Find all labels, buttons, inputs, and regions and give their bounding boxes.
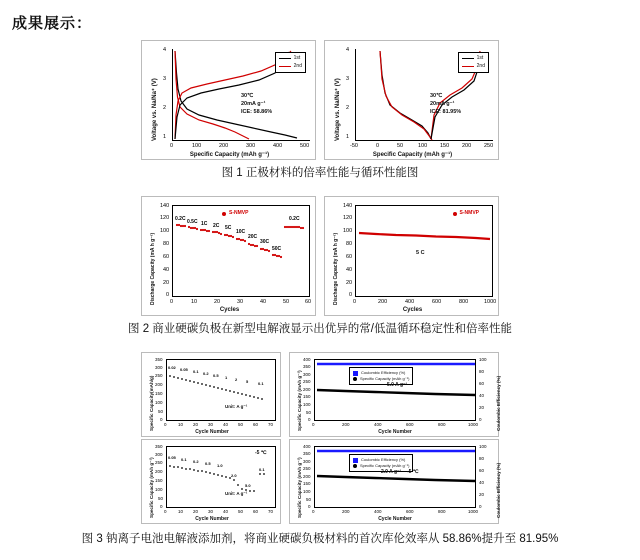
rate-label: 0.2 [203, 371, 209, 376]
fig3d-ytick: 50 [306, 497, 312, 502]
rate-label: 5 [246, 379, 249, 384]
fig3d-ytick: 300 [303, 459, 311, 464]
fig1b-ytick: 2 [346, 105, 350, 111]
fig3a-ytick: 200 [155, 382, 163, 387]
rate-label: 0.2 [193, 459, 199, 464]
fig3d-plot-area [314, 446, 476, 508]
figure-3 [0, 352, 640, 546]
fig2b-xlabel: Cycles [402, 307, 423, 313]
fig3b-annot-rate: 5.0 A g⁻¹ [387, 382, 408, 388]
fig2a-ytick: 140 [160, 203, 170, 209]
fig3d-ytick: 100 [303, 489, 311, 494]
fig3a-xtick: 30 [208, 422, 214, 427]
fig2b-xtick: 1000 [484, 299, 497, 305]
figure-1-panels [0, 40, 640, 160]
fig1b-annot-rate: 20mA g⁻¹ [430, 101, 455, 107]
chart-fig1a [141, 40, 316, 160]
legend-label-ce: Coulombic Efficiency (%) [361, 457, 406, 462]
fig3c-xtick: 60 [253, 509, 259, 514]
fig3d-ytick: 350 [303, 451, 311, 456]
fig1a-xtick: 0 [170, 143, 174, 149]
fig1b-ylabel: Voltage vs. Na/Na⁺ (V) [335, 78, 341, 141]
legend-label-capacity: Specific Capacity (mAh g⁻¹) [360, 463, 410, 468]
chart-fig3c [141, 439, 281, 524]
fig3a-ytick: 150 [155, 391, 163, 396]
fig2a-xtick: 50 [283, 299, 290, 305]
fig2b-legend [450, 208, 482, 220]
fig3a-xtick: 70 [268, 422, 274, 427]
fig3a-xtick: 20 [193, 422, 199, 427]
fig3b-ytick: 300 [303, 372, 311, 377]
rate-label: 0.1 [181, 457, 187, 462]
fig2a-ytick: 120 [160, 215, 170, 221]
fig2a-plot-area [172, 205, 310, 297]
fig1a-annot-ice: ICE: 58.86% [241, 109, 273, 115]
fig1a-ylabel: Voltage vs. Na/Na⁺ (V) [152, 78, 158, 141]
legend-item [279, 63, 302, 71]
fig3d-ytick: 150 [303, 481, 311, 486]
fig1b-ytick: 1 [346, 134, 350, 140]
fig3a-xtick: 50 [238, 422, 244, 427]
rate-label: 1C [201, 221, 208, 227]
fig3b-ytick-right: 40 [479, 393, 485, 398]
rate-label: 0.1 [193, 369, 199, 374]
fig3d-ytick-right: 60 [479, 468, 485, 473]
fig3b-ytick: 400 [303, 357, 311, 362]
fig2a-ylabel: Discharge Capacity (mA h g⁻¹) [150, 232, 156, 305]
fig2a-xtick: 40 [260, 299, 267, 305]
fig3c-plot-area [166, 446, 276, 508]
fig2a-ytick: 60 [163, 254, 170, 260]
fig2b-points [356, 206, 494, 298]
fig3c-ytick: 150 [155, 478, 163, 483]
rate-label: 0.02 [168, 365, 176, 370]
fig3a-xtick: 0 [164, 422, 167, 427]
legend-swatch-ce [353, 371, 358, 376]
fig3d-xtick: 400 [374, 509, 382, 514]
fig3a-ytick: 350 [155, 357, 163, 362]
fig3d-annot-temp: -5 ℃ [407, 469, 419, 475]
fig3a-xtick: 60 [253, 422, 259, 427]
fig3b-xtick: 800 [438, 422, 446, 427]
fig3d-annot-rate: 2.0 A g⁻¹ [381, 469, 402, 475]
fig3c-annot-temp: -5 ℃ [255, 450, 267, 456]
fig3c-xtick: 10 [178, 509, 184, 514]
fig2a-ytick: 0 [166, 292, 170, 298]
fig3b-ylabel: Specific Capacity (mAh g⁻¹) [297, 370, 302, 431]
fig2b-xtick: 600 [432, 299, 442, 305]
legend-swatch-capacity [353, 377, 357, 381]
fig2b-ytick: 80 [346, 241, 353, 247]
fig3a-plot-area [166, 359, 276, 421]
fig1a-xlabel: Specific Capacity (mAh g⁻¹) [189, 152, 270, 158]
chart-fig2b [324, 196, 499, 316]
fig3a-xlabel: Cycle Number [195, 429, 229, 435]
fig3d-xtick: 600 [406, 509, 414, 514]
legend-swatch-snmvp [222, 212, 226, 216]
fig2b-ytick: 140 [343, 203, 353, 209]
fig3d-ytick-right: 20 [479, 492, 485, 497]
figure-2-panels [0, 196, 640, 316]
rate-label: 10C [236, 229, 246, 235]
fig3c-ytick: 50 [158, 496, 164, 501]
rate-label: 0.5C [187, 219, 198, 225]
rate-label: 0.1 [258, 381, 264, 386]
rate-label: 20C [248, 234, 258, 240]
fig3d-xtick: 200 [342, 509, 350, 514]
fig3b-xtick: 0 [312, 422, 315, 427]
fig1a-annot-rate: 20mA g⁻¹ [241, 101, 266, 107]
fig3a-xtick: 10 [178, 422, 184, 427]
fig3d-ytick-right: 0 [479, 504, 482, 509]
legend-label-snmvp: S-NMVP [459, 210, 479, 216]
fig2b-xtick: 0 [353, 299, 357, 305]
fig2a-xtick: 0 [170, 299, 174, 305]
fig2b-xtick: 400 [405, 299, 415, 305]
fig3a-ytick: 100 [155, 400, 163, 405]
figure-3-row-1 [0, 352, 640, 437]
fig3d-ytick-right: 40 [479, 480, 485, 485]
fig2a-ytick: 100 [160, 228, 170, 234]
fig1b-annot-ice: ICE: 81.95% [430, 109, 462, 115]
page-title: 成果展示： [12, 15, 93, 32]
fig3b-ytick-right: 100 [479, 357, 487, 362]
figure-3-row-2 [0, 439, 640, 524]
fig1a-annot-temp: 30℃ [241, 93, 254, 99]
fig3b-xlabel: Cycle Number [378, 429, 412, 435]
legend-item [279, 55, 302, 63]
legend-label-ce: Coulombic Efficiency (%) [361, 370, 406, 375]
fig3b-xtick: 200 [342, 422, 350, 427]
fig3b-ytick: 100 [303, 402, 311, 407]
fig3b-ytick: 50 [306, 410, 312, 415]
legend-label-snmvp: S-NMVP [229, 210, 249, 216]
fig1a-plot-area [172, 49, 310, 141]
fig3a-ylabel: Specific Capacity(mAh/g) [149, 375, 154, 431]
fig3b-plot-area [314, 359, 476, 421]
fig3a-ytick: 250 [155, 373, 163, 378]
fig3a-ytick: 50 [158, 409, 164, 414]
legend-swatch-ce [353, 458, 358, 463]
fig3b-ytick: 200 [303, 387, 311, 392]
fig2b-ytick: 20 [346, 280, 353, 286]
fig2b-ytick: 0 [349, 292, 353, 298]
fig3d-ytick-right: 80 [479, 456, 485, 461]
fig1b-xtick: 150 [440, 143, 450, 149]
fig3d-ylabel-right: Coulombic Efficiency (%) [496, 462, 501, 518]
legend-swatch-1st [462, 58, 474, 59]
figure-2-caption: 图 2 商业硬碳负极在新型电解液显示出优异的常/低温循环稳定性和倍率性能 [128, 323, 512, 335]
fig2b-ylabel: Discharge Capacity (mA h g⁻¹) [333, 232, 339, 305]
fig2a-xtick: 20 [214, 299, 221, 305]
fig1b-xtick: 200 [462, 143, 472, 149]
fig3d-xtick: 800 [438, 509, 446, 514]
fig3a-ytick: 300 [155, 365, 163, 370]
fig2b-ytick: 120 [343, 215, 353, 221]
fig2b-ytick: 100 [343, 228, 353, 234]
fig3d-ylabel: Specific Capacity (mAh g⁻¹) [297, 457, 302, 518]
fig3d-ytick: 250 [303, 466, 311, 471]
fig3d-ytick: 200 [303, 474, 311, 479]
legend-label-1st: 1st [476, 55, 484, 61]
fig2b-xtick: 800 [459, 299, 469, 305]
chart-fig3a [141, 352, 281, 437]
rate-label: 0.05 [168, 455, 176, 460]
legend-swatch-2nd [462, 66, 474, 67]
fig3c-xtick: 0 [164, 509, 167, 514]
legend-item [222, 210, 248, 218]
legend-item [453, 210, 479, 218]
fig3c-ytick: 0 [160, 504, 163, 509]
legend-label-2nd: 2nd [476, 62, 485, 69]
fig3c-xtick: 40 [223, 509, 229, 514]
rate-label: 0.05 [180, 367, 188, 372]
fig2a-ytick: 20 [163, 280, 170, 286]
figure-1-caption: 图 1 正极材料的倍率性能与循环性能图 [221, 167, 419, 179]
fig3d-ytick-right: 100 [479, 444, 487, 449]
fig3c-ytick: 300 [155, 452, 163, 457]
fig3d-ytick: 400 [303, 444, 311, 449]
fig3d-xlabel: Cycle Number [378, 516, 412, 522]
fig1a-legend [275, 52, 306, 73]
fig1b-xtick: 0 [376, 143, 380, 149]
fig1b-ytick: 4 [346, 47, 350, 53]
fig1b-plot-area [355, 49, 493, 141]
fig1b-xtick: 100 [418, 143, 428, 149]
rate-label: 2C [213, 223, 220, 229]
fig3b-ytick-right: 20 [479, 405, 485, 410]
fig2b-plot-area [355, 205, 493, 297]
fig3c-annot-unit: Unit: A g⁻¹ [225, 491, 248, 496]
fig2a-xtick: 60 [305, 299, 312, 305]
rate-label: 2.0 [231, 473, 237, 478]
fig2a-xtick: 30 [237, 299, 244, 305]
fig1b-legend [458, 52, 489, 73]
fig3b-xtick: 400 [374, 422, 382, 427]
rate-label: 0.2C [289, 216, 300, 222]
legend-item [462, 55, 485, 63]
fig1b-xtick: -50 [350, 143, 358, 149]
fig2a-xtick: 10 [191, 299, 198, 305]
fig3b-ytick-right: 80 [479, 369, 485, 374]
chart-fig3b [289, 352, 499, 437]
fig3b-ylabel-right: Coulombic Efficiency (%) [496, 375, 501, 431]
fig3a-ytick: 0 [160, 417, 163, 422]
fig3d-xtick: 0 [312, 509, 315, 514]
chart-fig2a [141, 196, 316, 316]
fig2a-ytick: 40 [163, 267, 170, 273]
fig3c-xtick: 20 [193, 509, 199, 514]
rate-label: 0.2C [175, 216, 186, 222]
fig1a-xtick: 400 [273, 143, 283, 149]
figure-1 [0, 40, 640, 180]
rate-label: 30C [260, 239, 270, 245]
fig3c-xtick: 30 [208, 509, 214, 514]
legend-label-capacity: Specific Capacity (mAh g⁻¹) [360, 376, 410, 381]
fig3b-ytick: 350 [303, 364, 311, 369]
fig1a-xtick: 500 [300, 143, 310, 149]
fig1a-xtick: 200 [219, 143, 229, 149]
chart-fig1b [324, 40, 499, 160]
legend-swatch-snmvp [453, 212, 457, 216]
fig3b-xtick: 1000 [468, 422, 479, 427]
fig3c-ytick: 250 [155, 460, 163, 465]
fig1a-ytick: 4 [163, 47, 167, 53]
fig1b-annot-temp: 30℃ [430, 93, 443, 99]
fig2a-legend [219, 208, 251, 220]
fig3c-xlabel: Cycle Number [195, 516, 229, 522]
legend-swatch-2nd [279, 66, 291, 67]
fig1b-xtick: 50 [397, 143, 404, 149]
fig3c-ytick: 200 [155, 469, 163, 474]
rate-label: 0.5 [213, 373, 219, 378]
fig3b-ytick-right: 60 [479, 381, 485, 386]
fig3c-ylabel: Specific Capacity (mAh g⁻¹) [149, 457, 154, 518]
rate-label: 2 [235, 377, 238, 382]
legend-item [462, 63, 485, 71]
fig3c-ytick: 100 [155, 487, 163, 492]
rate-label: 5C [225, 225, 232, 231]
fig3c-xtick: 50 [238, 509, 244, 514]
rate-label: 50C [272, 246, 282, 252]
fig2b-xtick: 200 [378, 299, 388, 305]
fig2a-ytick: 80 [163, 241, 170, 247]
rate-label: 0.1 [259, 467, 265, 472]
fig1b-xtick: 250 [484, 143, 494, 149]
chart-fig3d [289, 439, 499, 524]
rate-label: 1 [225, 375, 228, 380]
fig1a-ytick: 2 [163, 105, 167, 111]
fig2b-ytick: 40 [346, 267, 353, 273]
fig3b-ytick: 0 [308, 417, 311, 422]
rate-label: 1.0 [217, 463, 223, 468]
fig3a-annot-unit: Unit: A g⁻¹ [225, 404, 248, 409]
fig3d-xtick: 1000 [468, 509, 479, 514]
figure-2 [0, 196, 640, 336]
fig2a-xlabel: Cycles [219, 307, 240, 313]
fig3d-ytick: 0 [308, 504, 311, 509]
rate-label: 0.5 [205, 461, 211, 466]
fig3a-xtick: 40 [223, 422, 229, 427]
rate-label: 5.0 [245, 483, 251, 488]
legend-label-1st: 1st [293, 55, 301, 61]
fig3b-ytick: 150 [303, 394, 311, 399]
fig3b-ytick: 250 [303, 379, 311, 384]
legend-swatch-1st [279, 58, 291, 59]
fig1a-xtick: 300 [246, 143, 256, 149]
fig1a-ytick: 3 [163, 76, 167, 82]
legend-label-2nd: 2nd [293, 62, 302, 69]
fig3c-ytick: 350 [155, 444, 163, 449]
fig1a-xtick: 100 [192, 143, 202, 149]
fig1b-xlabel: Specific Capacity (mAh g⁻¹) [372, 152, 453, 158]
fig2b-ytick: 60 [346, 254, 353, 260]
fig3b-xtick: 600 [406, 422, 414, 427]
figure-3-caption: 图 3 钠离子电池电解液添加剂，将商业硬碳负极材料的首次库伦效率从 58.86%提升至 81.95% [81, 533, 559, 545]
fig3b-ytick-right: 0 [479, 417, 482, 422]
fig3c-xtick: 70 [268, 509, 274, 514]
legend-swatch-capacity [353, 464, 357, 468]
fig1a-ytick: 1 [163, 134, 167, 140]
fig2b-annot-rate: 5 C [416, 250, 425, 256]
fig1b-ytick: 3 [346, 76, 350, 82]
